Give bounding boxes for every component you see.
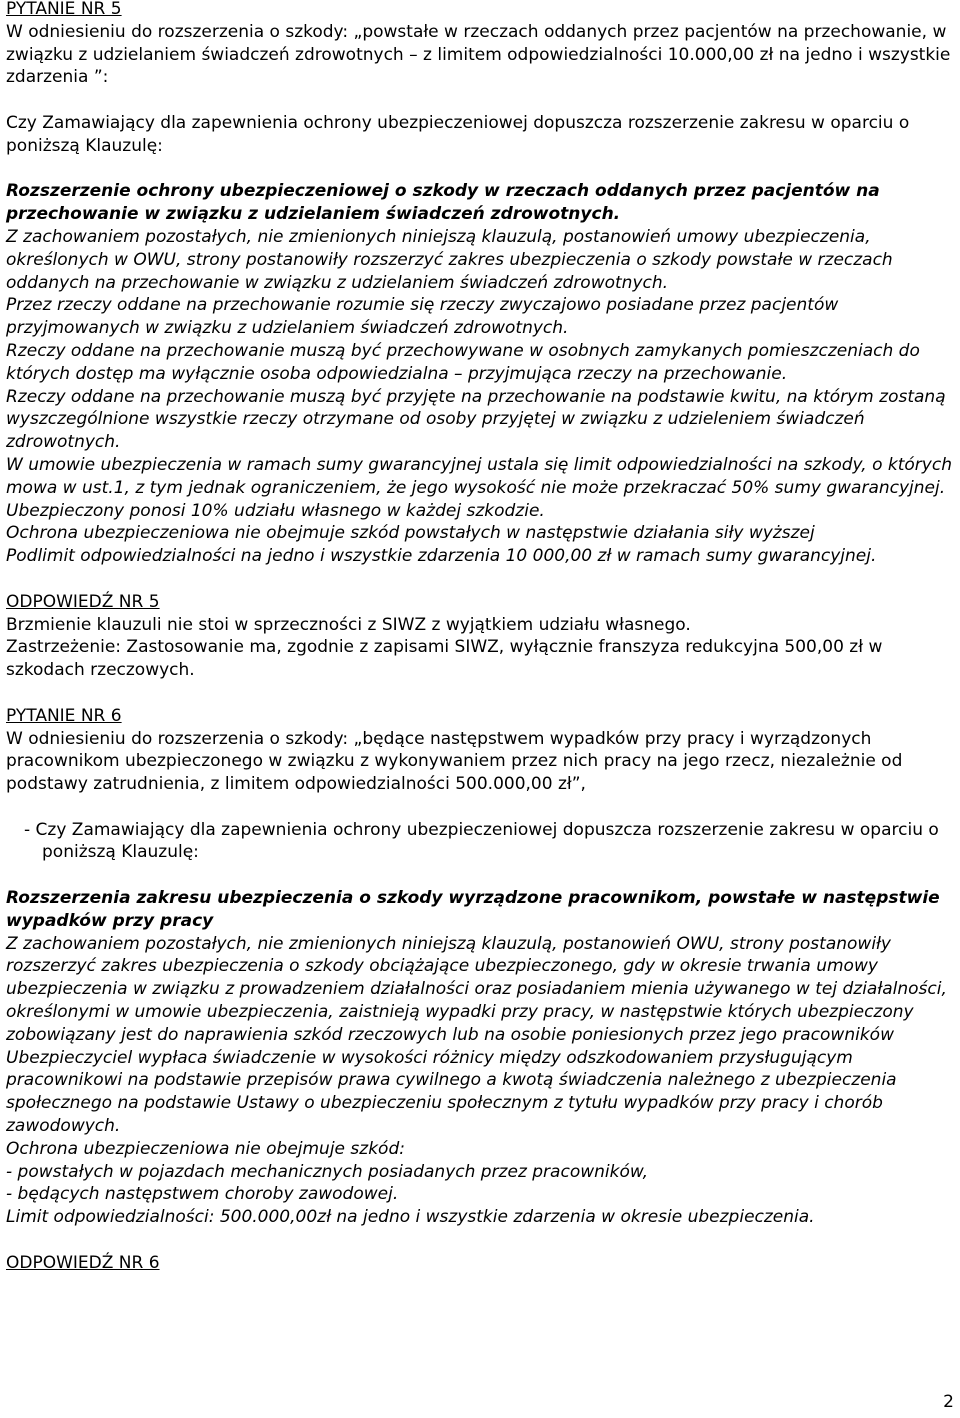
spacer bbox=[6, 796, 954, 819]
question-5-question: Czy Zamawiający dla zapewnienia ochrony ubezpieczeniowej dopuszcza rozszerzenie zakresu w oparciu o poniższą Klauzulę: bbox=[6, 112, 910, 156]
clause-5-title: Rozszerzenie ochrony ubezpieczeniowej o szkody w rzeczach oddanych przez pacjentów na przechowanie w związku z udzielaniem świadczeń zdrowotnych. bbox=[6, 181, 880, 225]
clause-6-paragraph: - będących następstwem choroby zawodowej. bbox=[6, 1184, 399, 1205]
clause-5-paragraph: Podlimit odpowiedzialności na jedno i wszystkie zdarzenia 10 000,00 zł w ramach sumy gwarancyjnej. bbox=[6, 546, 877, 567]
question-5-intro: W odniesieniu do rozszerzenia o szkody: „powstałe w rzeczach oddanych przez pacjentów na przechowanie, w związku z udzielaniem świadczeń zdrowotnych – z limitem odpowiedzialności 10.000,00 zł na jedno i wszystkie zdarzenia ”: bbox=[6, 21, 951, 88]
clause-6-paragraph: Ochrona ubezpieczeniowa nie obejmuje szkód: bbox=[6, 1138, 405, 1159]
answer-5-line: Brzmienie klauzuli nie stoi w sprzeczności z SIWZ z wyjątkiem udziału własnego. bbox=[6, 614, 691, 635]
question-6-intro: W odniesieniu do rozszerzenia o szkody: „będące następstwem wypadków przy pracy i wyrządzonych pracownikom ubezpieczonego w związku z wykonywaniem przez nich pracy na jego rzecz, niezależnie od podstawy zatrudnienia, z limitem odpowiedzialności 500.000,00 zł”, bbox=[6, 728, 903, 795]
answer-5-heading: ODPOWIEDŹ NR 5 bbox=[6, 591, 160, 612]
question-6-question: - Czy Zamawiający dla zapewnienia ochrony ubezpieczeniowej dopuszcza rozszerzenie zakresu w oparciu o poniższą Klauzulę: bbox=[24, 819, 939, 863]
clause-5-paragraph: Ochrona ubezpieczeniowa nie obejmuje szkód powstałych w następstwie działania siły wyższej bbox=[6, 523, 815, 544]
answer-6-heading: ODPOWIEDŹ NR 6 bbox=[6, 1252, 160, 1273]
page-number: 2 bbox=[943, 1392, 954, 1413]
answer-5-line: Zastrzeżenie: Zastosowanie ma, zgodnie z zapisami SIWZ, wyłącznie franszyza redukcyjna 500,00 zł w szkodach rzeczowych. bbox=[6, 637, 883, 681]
spacer bbox=[6, 1229, 954, 1252]
question-5-heading: PYTANIE NR 5 bbox=[6, 0, 122, 19]
spacer bbox=[6, 89, 954, 112]
spacer bbox=[6, 568, 954, 591]
clause-6-paragraph: - powstałych w pojazdach mechanicznych posiadanych przez pracowników, bbox=[6, 1161, 649, 1182]
clause-5-paragraph: Rzeczy oddane na przechowanie muszą być przyjęte na przechowanie na podstawie kwitu, na którym zostaną wyszczególnione wszystkie rzeczy otrzymane od osoby przyjętej w związku z udzieleniem świadczeń zdrowotnych. bbox=[6, 386, 946, 453]
clause-5-paragraph: Z zachowaniem pozostałych, nie zmienionych niniejszą klauzulą, postanowień umowy ubezpieczenia, określonych w OWU, strony postanowiły rozszerzyć zakres ubezpieczenia o szkody powstałe w rzeczach oddanych na przechowanie w związku z udzielaniem świadczeń zdrowotnych. bbox=[6, 226, 893, 293]
clause-6-paragraph: Ubezpieczyciel wypłaca świadczenie w wysokości różnicy między odszkodowaniem przysługującym pracownikowi na podstawie przepisów prawa cywilnego a kwotą świadczenia należnego z ubezpieczenia społecznego na podstawie Ustawy o ubezpieczeniu społecznym z tytułu wypadków przy pracy i chorób zawodowych. bbox=[6, 1047, 897, 1137]
spacer bbox=[6, 158, 954, 181]
clause-6-paragraph: Z zachowaniem pozostałych, nie zmienionych niniejszą klauzulą, postanowień OWU, strony postanowiły rozszerzyć zakres ubezpieczenia o szkody obciążające ubezpieczonego, gdy w okresie trwania umowy ubezpieczenia w związku z prowadzeniem działalności oraz posiadaniem mienia używanego w tej działalności, określonymi w umowie ubezpieczenia, zaistnieją wypadki przy pracy, w następstwie których ubezpieczony zobowiązany jest do naprawienia szkód rzeczowych lub na osobie poniesionych przez jego pracowników bbox=[6, 933, 947, 1045]
clause-5-paragraph: W umowie ubezpieczenia w ramach sumy gwarancyjnej ustala się limit odpowiedzialności na szkody, o których mowa w ust.1, z tym jednak ograniczeniem, że jego wysokość nie może przekraczać 50% sumy gwarancyjnej. bbox=[6, 454, 952, 498]
clause-6-paragraph: Limit odpowiedzialności: 500.000,00zł na jedno i wszystkie zdarzenia w okresie ubezpieczenia. bbox=[6, 1207, 815, 1228]
document-page bbox=[6, 0, 954, 1275]
clause-5-paragraph: Rzeczy oddane na przechowanie muszą być przechowywane w osobnych zamykanych pomieszczeniach do których dostęp ma wyłącznie osoba odpowiedzialna – przyjmująca rzeczy na przechowanie. bbox=[6, 340, 920, 384]
clause-6-title: Rozszerzenia zakresu ubezpieczenia o szkody wyrządzone pracownikom, powstałe w następstwie wypadków przy pracy bbox=[6, 888, 940, 931]
spacer bbox=[6, 682, 954, 705]
question-6-heading: PYTANIE NR 6 bbox=[6, 705, 122, 726]
spacer bbox=[6, 864, 954, 887]
clause-5-paragraph: Przez rzeczy oddane na przechowanie rozumie się rzeczy zwyczajowo posiadane przez pacjentów przyjmowanych w związku z udzielaniem świadczeń zdrowotnych. bbox=[6, 295, 839, 339]
clause-5-paragraph: Ubezpieczony ponosi 10% udziału własnego w każdej szkodzie. bbox=[6, 500, 545, 521]
